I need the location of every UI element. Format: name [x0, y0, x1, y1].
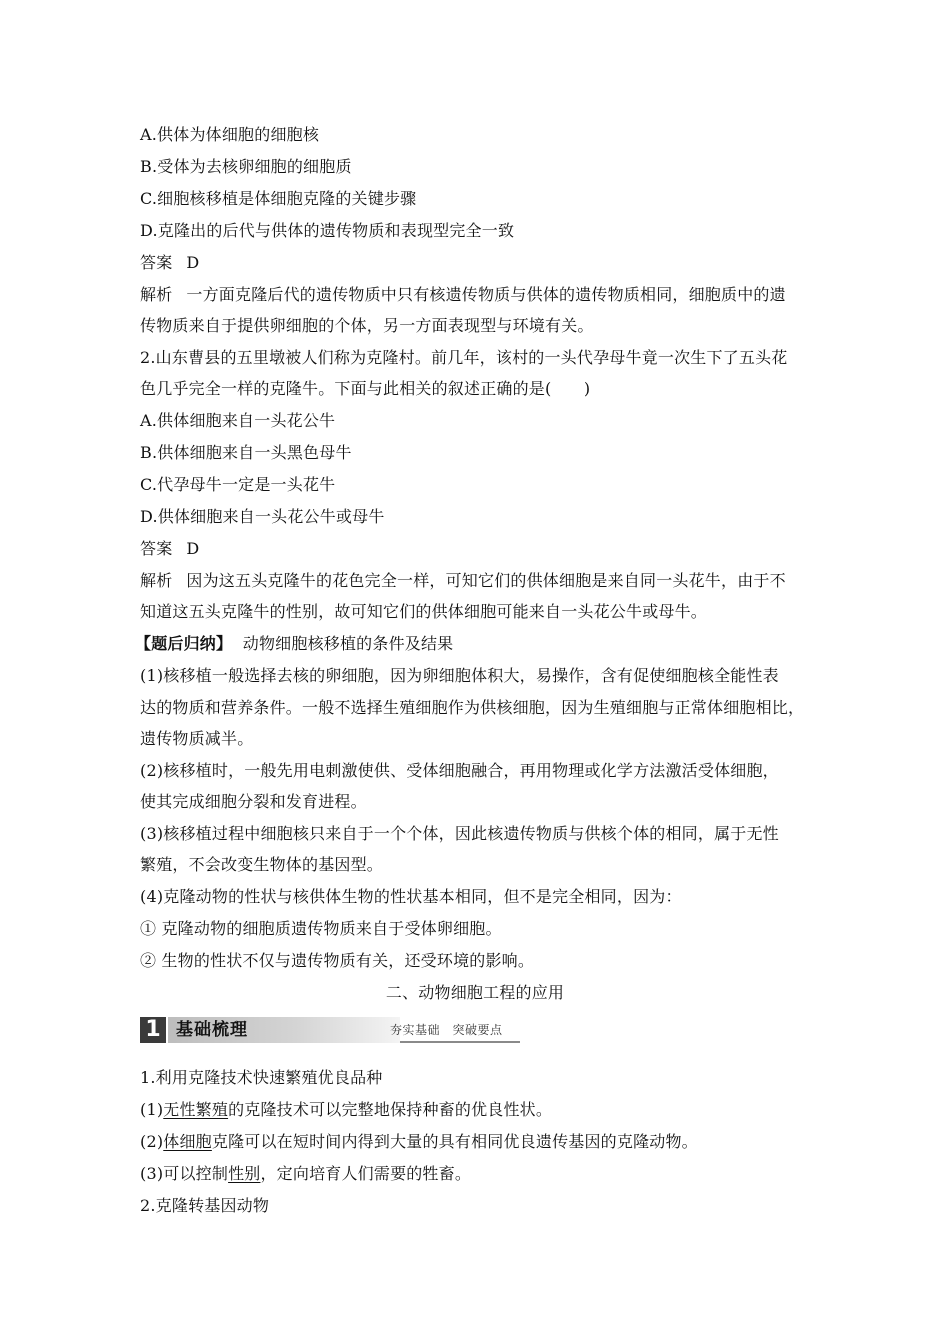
banner-number: 1 [140, 1017, 166, 1043]
answer-value: D [186, 539, 200, 558]
basics-item2: 2.克隆转基因动物 [140, 1196, 270, 1215]
q1-option-c: C.细胞核移植是体细胞克隆的关键步骤 [140, 189, 417, 208]
summary-p4: (4)克隆动物的性状与核供体生物的性状基本相同，但不是完全相同，因为： [140, 887, 682, 906]
q2-option-d: D.供体细胞来自一头花公牛或母牛 [140, 507, 385, 526]
banner-title: 基础梳理 [176, 1020, 248, 1040]
q1-analysis-line1 [140, 284, 786, 306]
item-text: ，定向培育人们需要的牲畜。 [260, 1164, 472, 1183]
item-prefix: (1) [140, 1100, 164, 1119]
q1-option-d: D.克隆出的后代与供体的遗传物质和表现型完全一致 [140, 221, 515, 240]
analysis-label: 解析 [140, 571, 173, 590]
summary-p3-line1: (3)核移植过程中细胞核只来自于一个个体，因此核遗传物质与供核个体的相同，属于无性 [140, 824, 779, 843]
analysis-text: 因为这五头克隆牛的花色完全一样，可知它们的供体细胞是来自同一头花牛，由于不 [186, 571, 786, 590]
q1-analysis-line2: 传物质来自于提供卵细胞的个体，另一方面表现型与环境有关。 [140, 316, 594, 335]
basics-item1-3 [140, 1163, 471, 1185]
summary-p2-line1: (2)核移植时，一般先用电刺激使供、受体细胞融合，再用物理或化学方法激活受体细胞， [140, 761, 779, 780]
banner-subtitle: 夯实基础 突破要点 [390, 1023, 503, 1037]
q2-analysis-line1 [140, 570, 786, 592]
q1-answer [140, 252, 199, 274]
answer-label: 答案 [140, 539, 173, 558]
answer-value: D [186, 253, 200, 272]
section-heading: 二、动物细胞工程的应用 [385, 983, 565, 1002]
item-prefix: (2) [140, 1132, 164, 1151]
blank-answer: 性别 [228, 1164, 261, 1183]
summary-p1-line1: (1)核移植一般选择去核的卵细胞，因为卵细胞体积大，易操作，含有促使细胞核全能性表 [140, 666, 779, 685]
q2-stem-line1: 2.山东曹县的五里墩被人们称为克隆村。前几年，该村的一头代孕母牛竟一次生下了五头花 [140, 348, 788, 367]
analysis-text: 一方面克隆后代的遗传物质中只有核遗传物质与供体的遗传物质相同，细胞质中的遗 [186, 285, 786, 304]
answer-label: 答案 [140, 253, 173, 272]
q2-analysis-line2: 知道这五头克隆牛的性别，故可知它们的供体细胞可能来自一头花公牛或母牛。 [140, 602, 708, 621]
basics-item1: 1.利用克隆技术快速繁殖优良品种 [140, 1068, 383, 1087]
q1-option-a: A.供体为体细胞的细胞核 [140, 125, 320, 144]
item-prefix: (3)可以控制 [140, 1164, 229, 1183]
banner-title-box [168, 1017, 400, 1043]
basics-item1-1 [140, 1099, 552, 1121]
section-banner [140, 1017, 520, 1043]
blank-answer: 无性繁殖 [163, 1100, 229, 1119]
summary-p4-item2: ② 生物的性状不仅与遗传物质有关，还受环境的影响。 [140, 951, 535, 970]
q2-option-a: A.供体细胞来自一头花公牛 [140, 411, 336, 430]
summary-heading [135, 633, 453, 655]
q2-stem-line2: 色几乎完全一样的克隆牛。下面与此相关的叙述正确的是( ) [140, 379, 591, 398]
summary-p3-line2: 繁殖，不会改变生物体的基因型。 [140, 855, 384, 874]
item-text: 的克隆技术可以完整地保持种畜的优良性状。 [228, 1100, 553, 1119]
banner-rule [400, 1041, 520, 1043]
analysis-label: 解析 [140, 285, 173, 304]
blank-answer: 体细胞 [163, 1132, 212, 1151]
summary-p2-line2: 使其完成细胞分裂和发育进程。 [140, 792, 367, 811]
q2-option-b: B.供体细胞来自一头黑色母牛 [140, 443, 352, 462]
summary-heading-tag: 【题后归纳】 [135, 634, 233, 653]
q2-answer [140, 538, 199, 560]
summary-p4-item1: ① 克隆动物的细胞质遗传物质来自于受体卵细胞。 [140, 919, 502, 938]
q1-option-b: B.受体为去核卵细胞的细胞质 [140, 157, 352, 176]
basics-item1-2 [140, 1131, 698, 1153]
summary-title: 动物细胞核移植的条件及结果 [242, 634, 454, 653]
summary-p1-line3: 遗传物质减半。 [140, 729, 254, 748]
item-text: 克隆可以在短时间内得到大量的具有相同优良遗传基因的克隆动物。 [211, 1132, 698, 1151]
summary-p1-line2: 达的物质和营养条件。一般不选择生殖细胞作为供核细胞，因为生殖细胞与正常体细胞相比， [140, 698, 805, 717]
q2-option-c: C.代孕母牛一定是一头花牛 [140, 475, 336, 494]
